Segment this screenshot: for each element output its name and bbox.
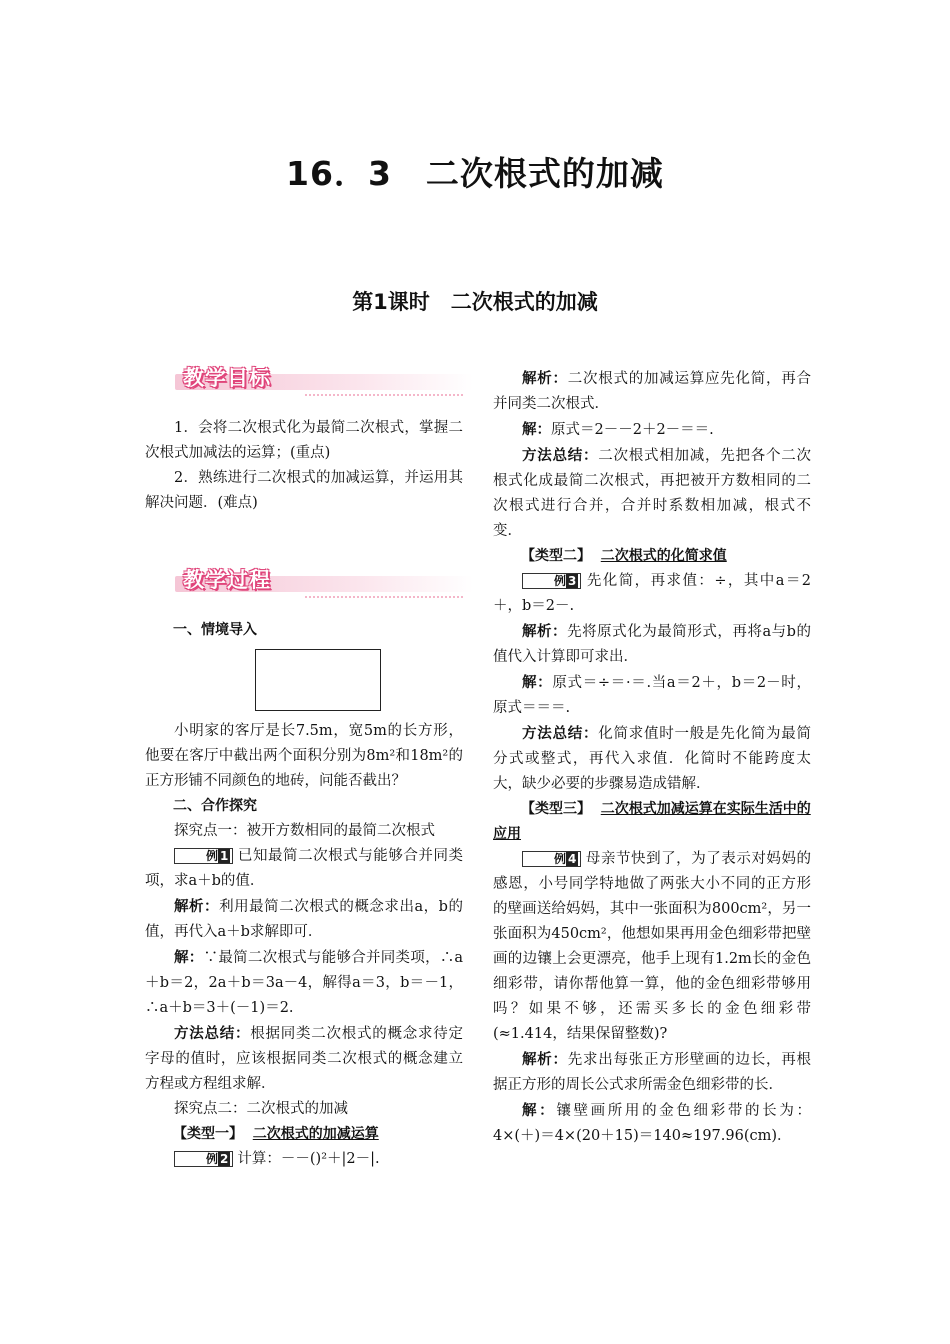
living-room-rectangle-figure	[255, 649, 381, 711]
teaching-goals-label: 教学目标	[183, 366, 271, 390]
example-2: 例 2 计算：－－()²＋|2－|.	[145, 1147, 463, 1172]
right-column	[493, 366, 811, 1149]
example-badge: 例 3	[522, 573, 581, 589]
example-2-summary: 方法总结：二次根式相加减，先把各个二次根式化成最简二次根式，再把被开方数相同的二次根式进行合并，合并时系数相加减，根式不变．	[493, 447, 811, 539]
goal-1: 1．会将二次根式化为最简二次根式，掌握二次根式加减法的运算；(重点)	[145, 420, 463, 461]
example-1-summary: 方法总结：根据同类二次根式的概念求待定字母的值时，应该根据同类二次根式的概念建立方程或方程组求解．	[145, 1025, 463, 1092]
example-1-solution: 解：∵最简二次根式与能够合并同类项，∴a＋b＝2，2a＋b＝3a－4，解得a＝3，b＝－1，∴a＋b＝3＋(－1)＝2.	[145, 949, 463, 1016]
teaching-process-banner	[145, 568, 463, 602]
example-4-solution: 解：镶壁画所用的金色细彩带的长为：4×(＋)＝4×(20＋15)＝140≈197.96(cm)．	[493, 1102, 811, 1144]
example-3-summary: 方法总结：化简求值时一般是先化简为最简分式或整式，再代入求值．化简时不能跨度太大，缺少必要的步骤易造成错解．	[493, 725, 811, 792]
section-scenario-intro: 一、情境导入	[173, 622, 257, 638]
example-badge: 例 1	[174, 848, 233, 864]
left-column	[145, 366, 463, 1172]
example-badge: 例 4	[522, 851, 581, 867]
type-3-heading: 【类型三】 二次根式加减运算在实际生活中的应用	[493, 801, 811, 842]
example-2-analysis: 解析：二次根式的加减运算应先化简，再合并同类二次根式．	[493, 370, 811, 412]
type-1-heading: 【类型一】 二次根式的加减运算	[173, 1126, 379, 1142]
goal-2: 2．熟练进行二次根式的加减运算，并运用其解决问题．(难点)	[145, 470, 463, 511]
example-3-analysis: 解析：先将原式化为最简形式，再将a与b的值代入计算即可求出．	[493, 623, 811, 665]
lesson-subtitle: 第1课时 二次根式的加减	[352, 290, 598, 314]
teaching-process-label: 教学过程	[183, 568, 271, 592]
example-1-analysis: 解析：利用最简二次根式的概念求出a，b的值，再代入a＋b求解即可．	[145, 898, 463, 940]
section-cooperative-inquiry: 二、合作探究	[173, 798, 257, 814]
inquiry-point-2: 探究点二：二次根式的加减	[174, 1101, 348, 1117]
scenario-text: 小明家的客厅是长7.5m，宽5m的长方形，他要在客厅中截出两个面积分别为8m²和18m²的正方形铺不同颜色的地砖，问能否截出？	[145, 723, 463, 789]
example-3-solution: 解：原式＝÷＝·＝.当a＝2＋，b＝2－时，原式＝＝＝.	[493, 674, 811, 716]
type-2-heading: 【类型二】 二次根式的化简求值	[521, 548, 727, 564]
example-4-analysis: 解析：先求出每张正方形壁画的边长，再根据正方形的周长公式求所需金色细彩带的长．	[493, 1051, 811, 1093]
example-1: 例 1 已知最简二次根式与能够合并同类项，求a＋b的值．	[145, 848, 463, 889]
example-4: 例 4 母亲节快到了，为了表示对妈妈的感恩，小号同学特地做了两张大小不同的正方形的壁画送给妈妈，其中一张面积为800cm²，另一张面积为450cm²，他想如果再用金色细彩带把壁画的边镶上会更漂亮，他手上现有1.2m长的金色细彩带，请你帮他算一算，他的金色细彩带够用吗？如果不够，还需买多长的金色细彩带(≈1.414，结果保留整数)?	[493, 851, 811, 1042]
page-title: 16．3 二次根式的加减	[286, 154, 664, 193]
example-3: 例 3 先化简，再求值：÷，其中a＝2＋，b＝2－.	[493, 573, 811, 614]
inquiry-point-1: 探究点一：被开方数相同的最简二次根式	[174, 823, 435, 839]
example-badge: 例 2	[174, 1151, 233, 1167]
example-2-solution: 解：原式＝2－－2＋2－＝＝.	[522, 421, 714, 438]
teaching-goals-banner	[145, 366, 463, 400]
